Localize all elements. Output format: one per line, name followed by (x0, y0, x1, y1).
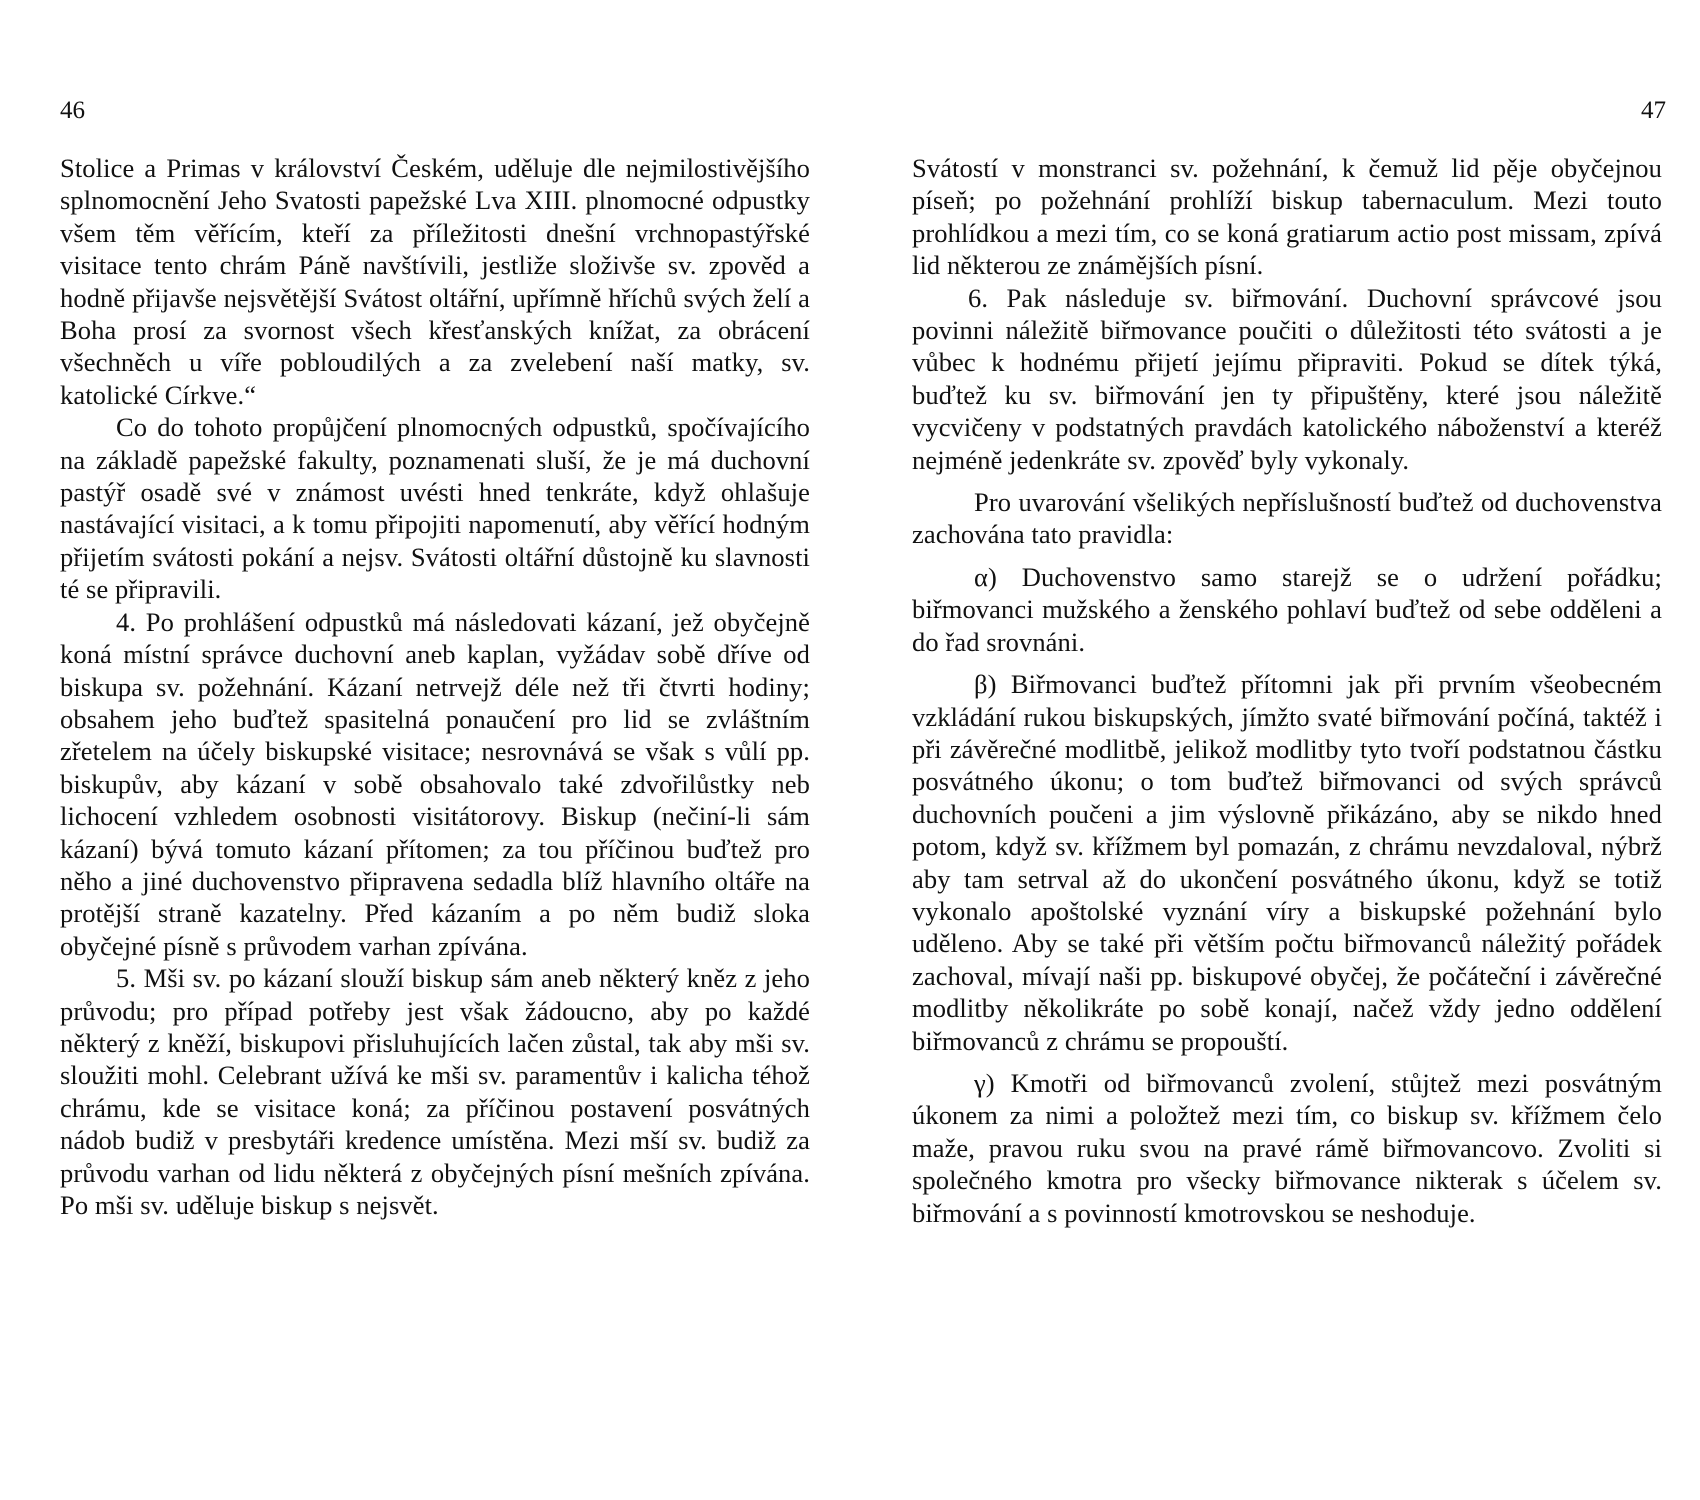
paragraph: β) Biřmovanci buďtež přítomni jak při prvním všeobecném vzkládání rukou biskupských, jímžto svaté biřmování počíná, taktéž i při závěrečné modlitbě, jelikož modlitby tyto tvoří podstatnou částku posvátného úkonu; o tom buďtež biřmovanci od svých správců duchovních poučeni a jim výslovně přikázáno, aby se nikdo hned potom, když sv. křížmem byl pomazán, z chrámu nevzdaloval, nýbrž aby tam setrval až do ukončení posvátného úkonu, když se totiž vykonalo apoštolské vyznání víry a biskupské požehnání bylo uděleno. Aby se také při větším počtu biřmovanců náležitý pořádek zachoval, mívají naši pp. biskupové obyčej, že počáteční i závěrečné modlitby několikráte po sobě konají, načež vždy jedno oddělení biřmovanců z chrámu se propouští. (912, 669, 1662, 1056)
paragraph: α) Duchovenstvo samo starejž se o udržení pořádku; biřmovanci mužského a ženského pohlaví buďtež od sebe odděleni a do řad srovnáni. (912, 561, 1662, 657)
page-text (60, 152, 810, 1221)
paragraph: 4. Po prohlášení odpustků má následovati kázaní, jež obyčejně koná místní správce duchovní aneb kaplan, vyžádav sobě dříve od biskupa sv. požehnání. Kázaní netrvejž déle než tři čtvrti hodiny; obsahem jeho buďtež spasitelná ponaučení pro lid se zvláštním zřetelem na účely biskupské visitace; nesrovnává se však s vůlí pp. biskupův, aby kázaní v sobě obsahovalo také zdvořilůstky neb lichocení vzhledem osobnosti visitátorovy. Biskup (nečiní-li sám kázaní) bývá tomuto kázaní přítomen; za tou příčinou buďtež pro něho a jiné duchovenstvo připravena sedadla blíž hlavního oltáře na protější straně kazatelny. Před kázaním a po něm budiž sloka obyčejné písně s průvodem varhan zpívána. (60, 606, 810, 961)
paragraph: 5. Mši sv. po kázaní slouží biskup sám aneb některý kněz z jeho průvodu; pro případ potřeby jest však žádoucno, aby po každé některý z kněží, biskupovi přisluhujících lačen zůstal, tak aby mši sv. sloužiti mohl. Celebrant užívá ke mši sv. paramentův i kalicha téhož chrámu, kde se visitace koná; za příčinou postavení posvátných nádob budiž v presbytáři kredence umístěna. Mezi mší sv. budiž za průvodu varhan od lidu některá z obyčejných písní mešních zpívána. Po mši sv. uděluje biskup s nejsvět. (60, 963, 810, 1220)
paragraph: 6. Pak následuje sv. biřmování. Duchovní správcové jsou povinni náležitě biřmovance poučiti o důležitosti této svátosti a je vůbec k hodnému přijetí jejímu připraviti. Pokud se dítek týká, buďtež ku sv. biřmování jen ty připuštěny, které jsou náležitě vycvičeny v podstatných pravdách katolického náboženství a kteréž nejméně jedenkráte sv. zpověď byly vykonaly. (912, 282, 1662, 475)
paragraph: Stolice a Primas v království Českém, uděluje dle nejmilostivějšího splnomocnění Jeho Svatosti papežské Lva XIII. plnomocné odpustky všem těm věřícím, kteří za příležitosti dnešní vrchnopastýřské visitace tento chrám Páně navštívili, jestliže složivše sv. zpověd a hodně přijavše nejsvětější Svátost oltářní, upřímně hříchů svých želí a Boha prosí za svornost všech křesťanských knížat, za obrácení všechněch u víře pobloudilých a za zvelebení naší matky, sv. katolické Církve.“ (60, 153, 810, 410)
paragraph: γ) Kmotři od biřmovanců zvolení, stůjtež mezi posvátným úkonem za nimi a položtež mezi tím, co biskup sv. křížmem čelo maže, pravou ruku svou na pravé rámě biřmovancovo. Zvoliti si společného kmotra pro všecky biřmovance nikterak s účelem sv. biřmování a s povinností kmotrovskou se neshoduje. (912, 1067, 1662, 1228)
page-number: 47 (1641, 97, 1666, 124)
page-text (912, 152, 1662, 1229)
paragraph: Pro uvarování všelikých nepříslušností buďtež od duchovenstva zachována tato pravidla: (912, 487, 1662, 550)
paragraph: Co do tohoto propůjčení plnomocných odpustků, spočívajícího na základě papežské fakulty, poznamenati sluší, že je má duchovní pastýř osadě své v známost uvésti hned tenkráte, když ohlašuje nastávající visitaci, a k tomu připojiti napomenutí, aby věřící hodným přijetím svátosti pokání a nejsv. Svátosti oltářní důstojně ku slavnosti té se připravili. (60, 412, 810, 605)
page-number: 46 (60, 97, 85, 124)
paragraph: Svátostí v monstranci sv. požehnání, k čemuž lid pěje obyčejnou píseň; po požehnání prohlíží biskup tabernaculum. Mezi touto prohlídkou a mezi tím, co se koná gratiarum actio post missam, zpívá lid některou ze známějších písní. (912, 153, 1662, 281)
right-page (850, 0, 1700, 1500)
